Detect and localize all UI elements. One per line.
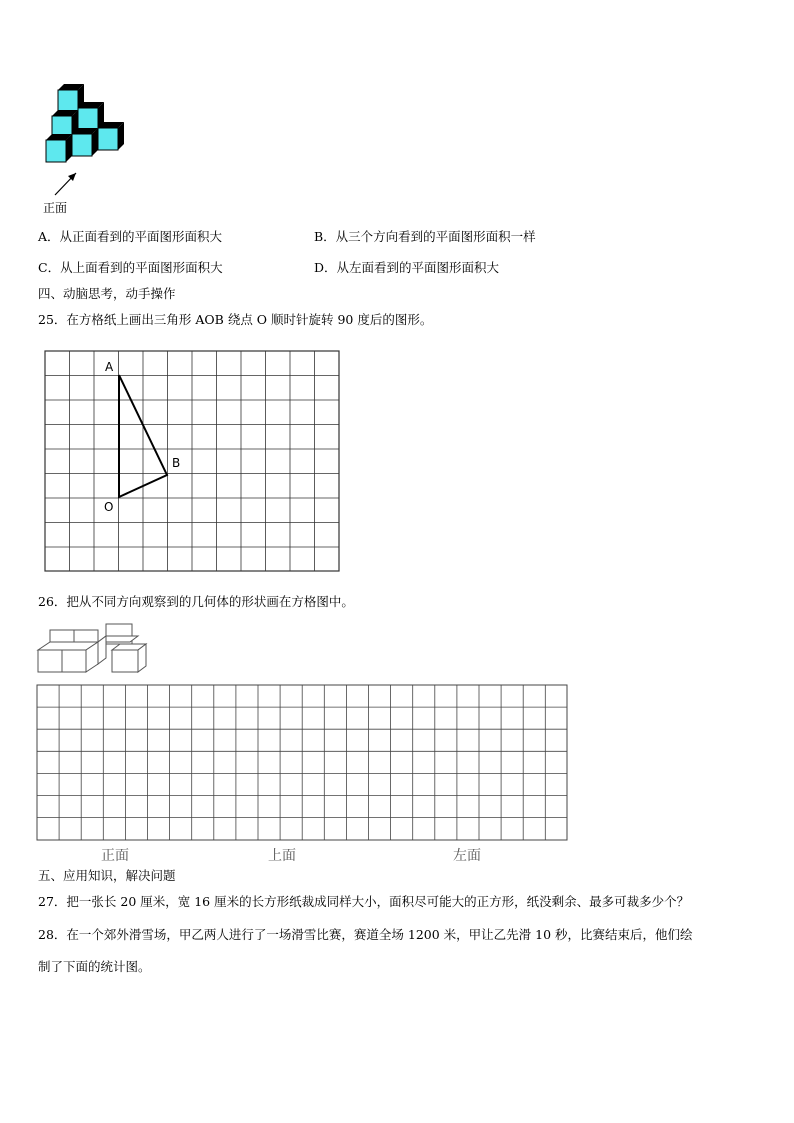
option-b[interactable]: B．从三个方向看到的平面图形面积一样 (314, 229, 536, 244)
stacked-cubes-figure (40, 78, 130, 178)
views-grid (36, 684, 570, 844)
top-view-caption: 上面 (268, 848, 296, 864)
section-five-heading: 五、应用知识，解决问题 (38, 868, 176, 883)
left-view-caption: 左面 (453, 848, 481, 864)
geometric-solid (36, 622, 156, 674)
option-c[interactable]: C．从上面看到的平面图形面积大 (38, 260, 223, 275)
rotation-grid (44, 349, 344, 575)
point-b-label: B (172, 456, 181, 470)
front-view-label: 正面 (43, 201, 68, 215)
question-26: 26．把从不同方向观察到的几何体的形状画在方格图中。 (38, 594, 354, 609)
question-28-line-1: 28．在一个郊外滑雪场，甲乙两人进行了一场滑雪比赛，赛道全场 1200 米，甲让乙先滑 10 秒，比赛结束后，他们绘 (38, 927, 693, 942)
cube (98, 122, 124, 150)
point-o-label: O (104, 500, 114, 514)
section-four-heading: 四、动脑思考，动手操作 (38, 286, 176, 301)
question-27: 27．把一张长 20 厘米，宽 16 厘米的长方形纸裁成同样大小，面积尽可能大的正方形，纸没剩余、最多可裁多少个？ (38, 894, 690, 909)
cube (78, 102, 104, 130)
option-d[interactable]: D．从左面看到的平面图形面积大 (314, 260, 500, 275)
cube (72, 128, 98, 156)
front-direction-arrow (52, 168, 92, 198)
option-a[interactable]: A．从正面看到的平面图形面积大 (38, 229, 223, 244)
point-a-label: A (105, 360, 114, 374)
question-25: 25．在方格纸上画出三角形 AOB 绕点 O 顺时针旋转 90 度后的图形。 (38, 312, 433, 327)
cube (46, 134, 72, 162)
question-28-line-2: 制了下面的统计图。 (38, 959, 151, 974)
front-view-caption: 正面 (101, 848, 129, 864)
